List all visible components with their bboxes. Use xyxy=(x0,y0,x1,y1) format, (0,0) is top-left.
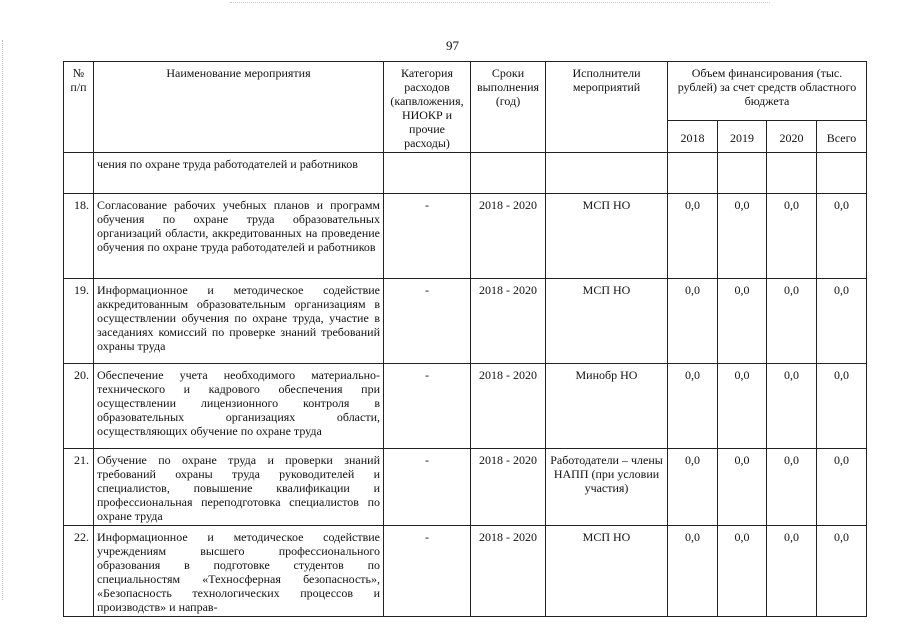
row-name: Информационное и методическое содействие аккредитованным образовательным организациям в осуществлении обучения по охране труда, участие в заседаниях комиссий по проверке знаний требований охраны труда xyxy=(94,279,384,364)
row-terms xyxy=(471,153,546,194)
row-category: - xyxy=(384,194,471,279)
row-value-2019: 0,0 xyxy=(718,194,767,279)
row-value-2020: 0,0 xyxy=(767,194,817,279)
row-value-2020: 0,0 xyxy=(767,449,817,526)
row-value-2019: 0,0 xyxy=(718,279,767,364)
row-terms: 2018 - 2020 xyxy=(471,526,546,617)
row-value-2019: 0,0 xyxy=(718,449,767,526)
row-name: Обеспечение учета необходимого материально-технического и кадрового обеспечения при осуществлении лицензионного контроля в образовательных организациях области, осуществляющих обучение по охране труда xyxy=(94,364,384,449)
table-row xyxy=(64,526,867,617)
row-num: 18. xyxy=(64,194,94,279)
row-value-2018: 0,0 xyxy=(668,279,718,364)
row-name: чения по охране труда работодателей и работников xyxy=(94,153,384,194)
row-value-2018: 0,0 xyxy=(668,364,718,449)
row-value-2019: 0,0 xyxy=(718,526,767,617)
row-terms: 2018 - 2020 xyxy=(471,194,546,279)
header-total: Всего xyxy=(817,121,867,153)
header-row xyxy=(64,62,867,121)
row-value-2020: 0,0 xyxy=(767,364,817,449)
scan-edge-mark xyxy=(2,40,4,600)
header-category: Категория расходов (капвложения, НИОКР и прочие расходы) xyxy=(384,62,471,153)
row-value-total: 0,0 xyxy=(817,194,867,279)
row-category xyxy=(384,153,471,194)
header-year-2020: 2020 xyxy=(767,121,817,153)
header-year-2018: 2018 xyxy=(668,121,718,153)
row-num xyxy=(64,153,94,194)
table-row xyxy=(64,364,867,449)
row-executor: МСП НО xyxy=(546,526,668,617)
row-value-2018: 0,0 xyxy=(668,526,718,617)
row-value-2018 xyxy=(668,153,718,194)
table-row xyxy=(64,449,867,526)
row-executor: МСП НО xyxy=(546,279,668,364)
scan-edge-mark-top xyxy=(230,2,770,4)
header-year-2019: 2019 xyxy=(718,121,767,153)
header-terms: Сроки выполнения (год) xyxy=(471,62,546,153)
row-num: 21. xyxy=(64,449,94,526)
row-name: Информационное и методическое содействие учреждениям высшего профессионального образования в подготовке студентов по специальностям «Техносферная безопасность», «Безопасность технологических процессов и производств» и направ- xyxy=(94,526,384,617)
page-number: 97 xyxy=(446,38,459,53)
row-value-2020: 0,0 xyxy=(767,279,817,364)
row-value-total: 0,0 xyxy=(817,449,867,526)
header-executors: Исполнители мероприятий xyxy=(546,62,668,153)
program-activities-table xyxy=(63,61,867,617)
row-executor: Минобр НО xyxy=(546,364,668,449)
row-terms: 2018 - 2020 xyxy=(471,279,546,364)
table-row xyxy=(64,279,867,364)
table-row xyxy=(64,194,867,279)
row-value-total: 0,0 xyxy=(817,279,867,364)
row-category: - xyxy=(384,449,471,526)
header-name: Наименование мероприятия xyxy=(94,62,384,153)
row-terms: 2018 - 2020 xyxy=(471,364,546,449)
row-value-2019 xyxy=(718,153,767,194)
row-value-2020 xyxy=(767,153,817,194)
table-row xyxy=(64,153,867,194)
row-value-2020: 0,0 xyxy=(767,526,817,617)
row-value-2018: 0,0 xyxy=(668,449,718,526)
header-num: № п/п xyxy=(64,62,94,153)
header-funding: Объем финансирования (тыс. рублей) за счет средств областного бюджета xyxy=(668,62,867,121)
row-value-2019: 0,0 xyxy=(718,364,767,449)
row-category: - xyxy=(384,279,471,364)
row-category: - xyxy=(384,526,471,617)
row-terms: 2018 - 2020 xyxy=(471,449,546,526)
row-executor xyxy=(546,153,668,194)
row-value-total xyxy=(817,153,867,194)
row-value-2018: 0,0 xyxy=(668,194,718,279)
row-executor: Работодатели – члены НАПП (при условии участия) xyxy=(546,449,668,526)
row-executor: МСП НО xyxy=(546,194,668,279)
row-value-total: 0,0 xyxy=(817,526,867,617)
row-name: Согласование рабочих учебных планов и программ обучения по охране труда образовательных организаций области, аккредитованных на проведение обучения по охране труда работодателей и работников xyxy=(94,194,384,279)
row-name: Обучение по охране труда и проверки знаний требований охраны труда руководителей и специалистов, повышение квалификации и профессиональная переподготовка специалистов по охране труда xyxy=(94,449,384,526)
row-num: 22. xyxy=(64,526,94,617)
row-num: 19. xyxy=(64,279,94,364)
row-category: - xyxy=(384,364,471,449)
row-num: 20. xyxy=(64,364,94,449)
row-value-total: 0,0 xyxy=(817,364,867,449)
